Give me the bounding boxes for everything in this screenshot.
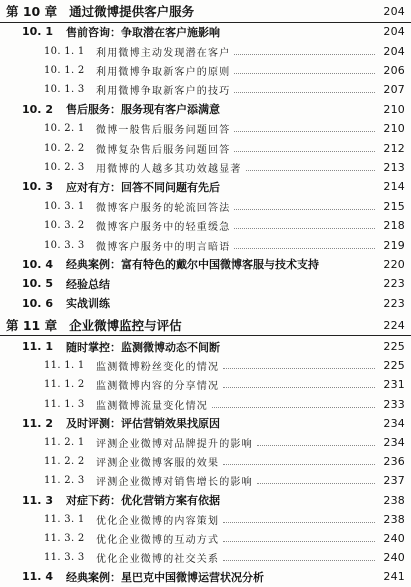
- entry-title: 利用微博主动发现潜在客户: [96, 47, 231, 59]
- chapter-title: 通过微博提供客户服务: [69, 4, 195, 19]
- entry-title: 微博客户服务中的轻重缓急: [96, 222, 231, 234]
- toc-subsection-entry: [0, 471, 411, 490]
- entry-number: 11. 1. 2: [44, 379, 85, 391]
- toc-section-entry: [0, 177, 411, 196]
- dot-leader: [223, 387, 375, 388]
- toc-subsection-entry: [0, 235, 411, 254]
- entry-number: 10. 3: [22, 180, 53, 194]
- toc-section-entry: [0, 22, 411, 41]
- dot-leader: [234, 131, 375, 132]
- page-number: 212: [383, 141, 405, 155]
- toc-section-entry: [0, 491, 411, 510]
- chapter-number: 第 11 章: [6, 318, 58, 333]
- entry-number: 10. 1. 3: [44, 84, 85, 96]
- entry-number: 10. 3. 2: [44, 220, 85, 232]
- entry-number: 11. 1. 3: [44, 398, 85, 410]
- entry-number: 10. 5: [22, 277, 53, 291]
- entry-number: 11. 3: [22, 493, 53, 507]
- entry-number: 10. 4: [22, 257, 53, 271]
- entry-number: 11. 2: [22, 416, 53, 430]
- page-number: 240: [383, 532, 405, 546]
- toc-subsection-entry: [0, 197, 411, 216]
- page-number: 241: [383, 570, 405, 584]
- entry-title: 微博客户服务的轮流回答法: [96, 202, 231, 214]
- entry-number: 11. 2. 3: [44, 475, 85, 487]
- dot-leader: [234, 151, 375, 152]
- chapter-heading: [0, 316, 411, 334]
- page-number: 223: [383, 277, 405, 291]
- toc-subsection-entry: [0, 375, 411, 394]
- entry-title: 监测微博粉丝变化的情况: [96, 362, 220, 374]
- dot-leader: [223, 560, 375, 561]
- toc-section-entry: [0, 274, 411, 293]
- page-number: 240: [383, 551, 405, 565]
- entry-title: 评测企业微博对品牌提升的影响: [96, 439, 253, 451]
- entry-title: 评测企业微博客服的效果: [96, 458, 220, 470]
- page-number: 204: [383, 44, 405, 58]
- entry-title: 利用微博争取新客户的技巧: [96, 86, 231, 98]
- entry-number: 11. 1: [22, 340, 53, 354]
- page-number: 238: [383, 493, 405, 507]
- entry-number: 10. 1. 1: [44, 45, 85, 57]
- toc-subsection-entry: [0, 119, 411, 138]
- page-number: 238: [383, 512, 405, 526]
- toc-subsection-entry: [0, 433, 411, 452]
- page-number: 219: [383, 238, 405, 252]
- entry-title: 微博一般售后服务问题回答: [96, 125, 231, 137]
- toc-section-entry: [0, 414, 411, 433]
- dot-leader: [223, 368, 375, 369]
- entry-number: 10. 3. 1: [44, 200, 85, 212]
- toc-subsection-entry: [0, 395, 411, 414]
- chapter-heading: [0, 2, 411, 20]
- entry-title: 经验总结: [66, 277, 110, 291]
- page-number: 218: [383, 219, 405, 233]
- toc-subsection-entry: [0, 61, 411, 80]
- dot-leader: [246, 170, 375, 171]
- entry-number: 10. 3. 3: [44, 239, 85, 251]
- dot-leader: [212, 407, 375, 408]
- entry-number: 11. 3. 2: [44, 533, 85, 545]
- page-number: 214: [383, 180, 405, 194]
- page-number: 204: [383, 25, 405, 39]
- dot-leader: [234, 209, 375, 210]
- page-number: 234: [383, 436, 405, 450]
- page-number: 236: [383, 455, 405, 469]
- dot-leader: [257, 483, 375, 484]
- page-number: 220: [383, 257, 405, 271]
- entry-title: 优化企业微博的内容策划: [96, 515, 220, 527]
- entry-title: 利用微博争取新客户的原则: [96, 66, 231, 78]
- entry-title: 应对有方：回答不同问题有先后: [66, 180, 220, 194]
- page-number: 207: [383, 83, 405, 97]
- entry-number: 10. 1. 2: [44, 64, 85, 76]
- dot-leader: [234, 73, 375, 74]
- entry-title: 实战训练: [66, 297, 110, 311]
- entry-title: 及时评测：评估营销效果找原因: [66, 417, 220, 431]
- entry-number: 10. 6: [22, 296, 53, 310]
- page-number: 213: [383, 160, 405, 174]
- page-number: 225: [383, 340, 405, 354]
- entry-title: 经典案例：星巴克中国微博运营状况分析: [66, 570, 264, 584]
- dot-leader: [234, 54, 375, 55]
- toc-subsection-entry: [0, 138, 411, 157]
- toc-subsection-entry: [0, 216, 411, 235]
- dot-leader: [223, 464, 375, 465]
- toc-section-entry: [0, 294, 411, 313]
- dot-leader: [223, 541, 375, 542]
- entry-title: 用微博的人越多其功效越显著: [96, 163, 242, 175]
- toc-section-entry: [0, 255, 411, 274]
- page-number: 223: [383, 296, 405, 310]
- page-number: 237: [383, 474, 405, 488]
- page-number: 206: [383, 63, 405, 77]
- toc-section-entry: [0, 567, 411, 586]
- toc-subsection-entry: [0, 41, 411, 60]
- entry-number: 11. 4: [22, 570, 53, 584]
- page-number: 231: [383, 378, 405, 392]
- entry-title: 售后服务：服务现有客户添满意: [66, 103, 220, 117]
- dot-leader: [223, 522, 375, 523]
- page-number: 233: [383, 397, 405, 411]
- page-number: 215: [383, 199, 405, 213]
- dot-leader: [257, 445, 375, 446]
- toc-section-entry: [0, 100, 411, 119]
- toc-subsection-entry: [0, 80, 411, 99]
- entry-title: 经典案例：富有特色的戴尔中国微博客服与技术支持: [66, 258, 319, 272]
- toc-subsection-entry: [0, 356, 411, 375]
- toc-subsection-entry: [0, 548, 411, 567]
- entry-number: 10. 1: [22, 25, 53, 39]
- chapter-number: 第 10 章: [6, 4, 58, 19]
- entry-number: 10. 2. 2: [44, 142, 85, 154]
- page-number: 234: [383, 416, 405, 430]
- entry-number: 11. 2. 2: [44, 456, 85, 468]
- page-number: 204: [383, 4, 405, 18]
- toc-subsection-entry: [0, 452, 411, 471]
- toc-subsection-entry: [0, 510, 411, 529]
- page-number: 224: [383, 318, 405, 332]
- chapter-title: 企业微博监控与评估: [69, 318, 182, 333]
- entry-title: 评测企业微博对销售增长的影响: [96, 477, 253, 489]
- dot-leader: [234, 92, 375, 93]
- dot-leader: [234, 248, 375, 249]
- entry-title: 随时掌控：监测微博动态不间断: [66, 340, 220, 354]
- entry-number: 11. 2. 1: [44, 437, 85, 449]
- entry-number: 10. 2: [22, 102, 53, 116]
- entry-number: 11. 3. 3: [44, 552, 85, 564]
- chapter-divider: [0, 335, 411, 336]
- entry-title: 售前咨询：争取潜在客户施影响: [66, 25, 220, 39]
- entry-number: 10. 2. 1: [44, 123, 85, 135]
- entry-title: 监测微博流量变化情况: [96, 400, 208, 412]
- entry-number: 11. 3. 1: [44, 513, 85, 525]
- dot-leader: [234, 228, 375, 229]
- toc-subsection-entry: [0, 529, 411, 548]
- toc-subsection-entry: [0, 158, 411, 177]
- toc-section-entry: [0, 337, 411, 356]
- entry-title: 微博复杂售后服务问题回答: [96, 144, 231, 156]
- entry-title: 优化企业微博的互动方式: [96, 535, 220, 547]
- entry-title: 优化企业微博的社交关系: [96, 554, 220, 566]
- entry-title: 微博客户服务中的明言暗语: [96, 241, 231, 253]
- entry-number: 11. 1. 1: [44, 360, 85, 372]
- page-number: 210: [383, 122, 405, 136]
- page-number: 210: [383, 102, 405, 116]
- entry-number: 10. 2. 3: [44, 161, 85, 173]
- page-number: 225: [383, 359, 405, 373]
- entry-title: 对症下药：优化营销方案有依据: [66, 494, 220, 508]
- entry-title: 监测微博内容的分享情况: [96, 381, 220, 393]
